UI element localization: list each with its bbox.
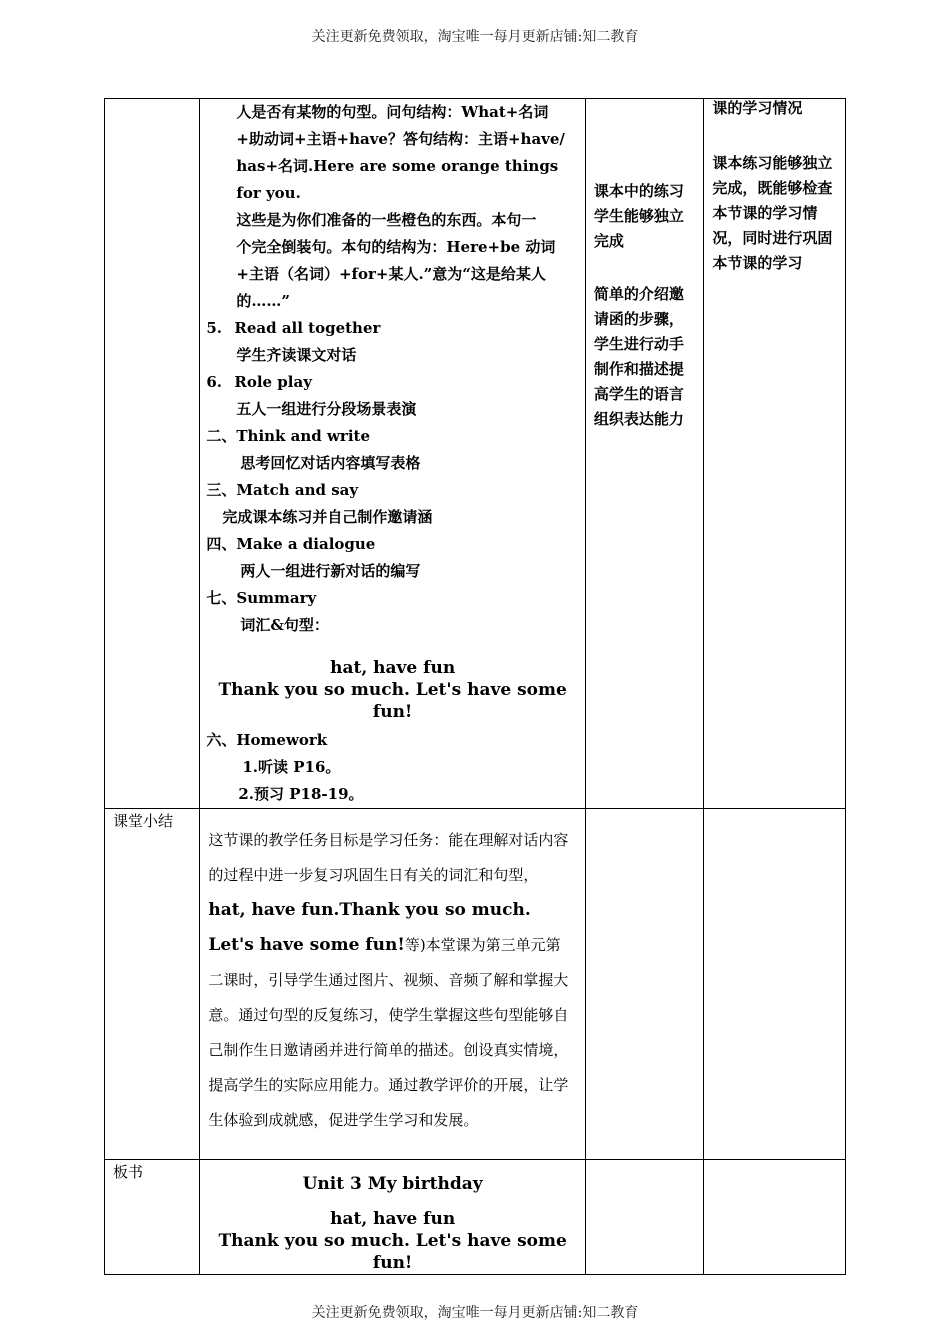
homework-item-1: 1.听读 P16。	[242, 758, 341, 776]
grammar-note-line: +助动词+主语+have？答句结构：主语+have/	[236, 130, 565, 148]
blackboard-empty-3	[585, 1160, 703, 1275]
evaluation-text-2: 课本练习能够独立完成，既能够检查本节课的学习情况，同时进行巩固本节课的学习	[712, 154, 833, 272]
summary-key-phrases	[206, 657, 579, 723]
page-footer-note: 关注更新免费领取，淘宝唯一每月更新店铺:知二教育	[311, 1305, 639, 1321]
section-4-title: 四、Make a dialogue	[206, 535, 376, 553]
blackboard-line-2: Thank you so much. Let's have some fun!	[218, 1231, 567, 1273]
grammar-note-line: 的……”	[236, 292, 291, 310]
lesson-plan-table	[104, 98, 846, 1275]
grammar-note-line: 个完全倒装句。本句的结构为：Here+be 动词	[236, 238, 556, 256]
homework-item-2: 2.预习 P18-19。	[238, 785, 364, 803]
summary-sentence-line: Thank you so much. Let's have some fun!	[218, 680, 567, 722]
grammar-note-line: +主语（名词）+for+某人.”意为“这是给某人	[236, 265, 546, 283]
blackboard-cell	[200, 1160, 586, 1275]
section-2-desc: 思考回忆对话内容填写表格	[240, 454, 421, 472]
section-3-title: 三、Match and say	[206, 481, 359, 499]
section-4-desc: 两人一组进行新对话的编写	[240, 562, 421, 580]
blackboard-title: Unit 3 My birthday	[302, 1174, 483, 1194]
blackboard-row	[105, 1160, 846, 1275]
step-5-desc: 学生齐读课文对话	[236, 346, 357, 364]
step-5-title: 5. Read all together	[206, 319, 381, 337]
step-6-desc: 五人一组进行分段场景表演	[236, 400, 417, 418]
section-7-desc: 词汇&句型：	[240, 616, 329, 634]
class-summary-text-a: 这节课的教学任务目标是学习任务：能在理解对话内容的过程中进一步复习巩固生日有关的词汇和句型，	[208, 831, 569, 884]
blackboard-label: 板书	[105, 1160, 200, 1275]
class-summary-empty-4	[704, 809, 846, 1160]
step-6-title: 6. Role play	[206, 373, 312, 391]
class-summary-text-b: 等)本堂课为第三单元第二课时，引导学生通过图片、视频、音频了解和掌握大意。通过句型的反复练习，使学生掌握这些句型能够自己制作生日邀请函并进行简单的描述。创设真实情境，提高学生的实际应用能力。通过教学评价的开展，让学生体验到成就感，促进学生学习和发展。	[208, 936, 569, 1129]
summary-phrase-line: hat, have fun	[330, 658, 456, 678]
class-summary-empty-3	[585, 809, 703, 1160]
evaluation-text-1: 课的学习情况	[712, 99, 803, 117]
section-7-title: 七、Summary	[206, 589, 317, 607]
design-intent-cell	[585, 99, 703, 809]
section-3-desc: 完成课本练习并自己制作邀请涵	[222, 508, 433, 526]
grammar-note-line: has+名词.Here are some orange things for you.	[236, 157, 559, 202]
class-summary-label: 课堂小结	[105, 809, 200, 1160]
teaching-process-row	[105, 99, 846, 809]
evaluation-cell	[704, 99, 846, 809]
grammar-note-line: 这些是为你们准备的一些橙色的东西。本句一	[236, 211, 537, 229]
row-label-empty	[105, 99, 200, 809]
section-2-title: 二、Think and write	[206, 427, 370, 445]
design-intent-text-1: 课本中的练习学生能够独立完成	[593, 182, 684, 250]
page-header-note: 关注更新免费领取，淘宝唯一每月更新店铺:知二教育	[311, 29, 639, 45]
homework-title: 六、Homework	[206, 731, 328, 749]
class-summary-row	[105, 809, 846, 1160]
blackboard-empty-4	[704, 1160, 846, 1275]
teaching-steps-cell	[200, 99, 586, 809]
design-intent-text-2: 简单的介绍邀请函的步骤，学生进行动手制作和描述提高学生的语言组织表达能力	[593, 285, 684, 428]
blackboard-line-1: hat, have fun	[330, 1209, 456, 1229]
class-summary-text-en: hat, have fun.Thank you so much. Let's have some fun!	[208, 900, 531, 955]
grammar-note-line: 人是否有某物的句型。问句结构：What+名词	[236, 103, 549, 121]
class-summary-cell	[200, 809, 586, 1160]
